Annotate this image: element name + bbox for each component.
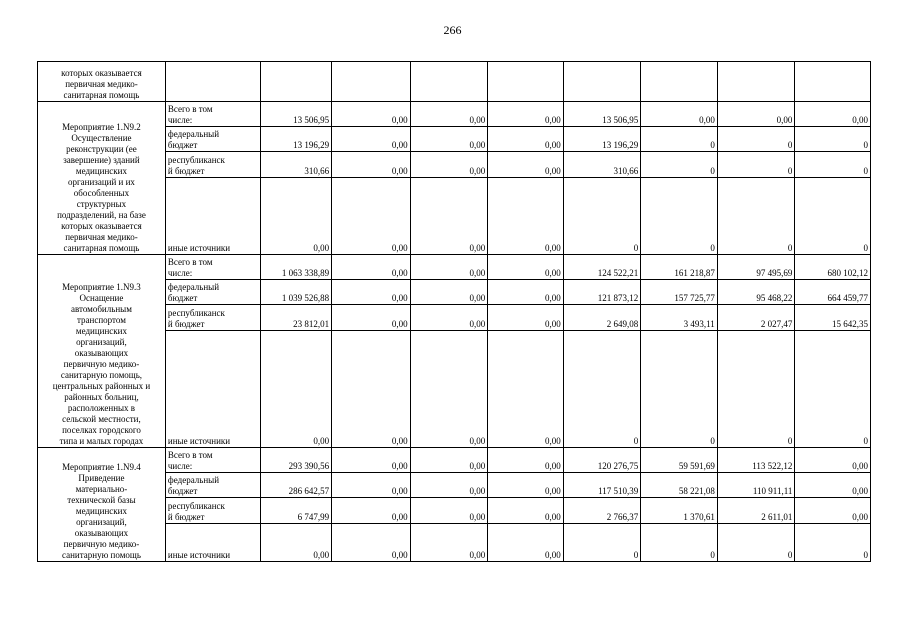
amount-cell: 0,00 — [332, 305, 411, 331]
amount-cell: 0,00 — [488, 127, 564, 152]
amount-cell: 0,00 — [410, 102, 488, 127]
measure-name-line: организаций, — [76, 337, 127, 347]
amount-cell: 0,00 — [332, 498, 411, 524]
measure-name-line: оказывающих — [74, 348, 129, 358]
amount-cell: 97 495,69 — [717, 255, 795, 280]
amount-cell: 0,00 — [795, 498, 871, 524]
funding-source-line: бюджет — [167, 140, 198, 150]
measure-name-line: санитарную помощь, — [60, 370, 143, 380]
measure-name-line: медицинских — [75, 506, 127, 516]
amount-cell: 0 — [717, 127, 795, 152]
amount-cell: 161 218,87 — [641, 255, 718, 280]
funding-source-line: республиканск — [167, 155, 225, 165]
funding-source-line: иные источники — [167, 243, 231, 253]
amount-cell: 0,00 — [795, 102, 871, 127]
measure-name-cell — [38, 62, 166, 102]
amount-cell: 0,00 — [410, 524, 488, 562]
funding-source-line: й бюджет — [167, 512, 205, 522]
amount-cell: 3 493,11 — [641, 305, 718, 331]
measure-name-line: медицинских — [75, 326, 127, 336]
amount-cell: 0,00 — [488, 280, 564, 305]
amount-cell: 95 468,22 — [717, 280, 795, 305]
funding-source-cell — [165, 152, 260, 178]
measure-name-cell — [38, 102, 166, 255]
amount-cell: 0,00 — [410, 498, 488, 524]
amount-cell: 0,00 — [410, 280, 488, 305]
amount-cell: 0,00 — [488, 178, 564, 255]
measure-name-line: обособленных — [73, 188, 130, 198]
funding-source-cell — [165, 62, 260, 102]
measure-name-line: которых оказывается — [61, 68, 142, 78]
amount-cell: 121 873,12 — [563, 280, 641, 305]
amount-cell: 0,00 — [410, 448, 488, 473]
measure-name-line: автомобильным — [70, 304, 132, 314]
funding-source-line: бюджет — [167, 293, 198, 303]
amount-cell: 0,00 — [332, 102, 411, 127]
funding-source-line: иные источники — [167, 550, 231, 560]
table-row — [38, 448, 871, 473]
amount-cell: 0,00 — [410, 473, 488, 498]
amount-cell: 0,00 — [260, 178, 332, 255]
table-row — [38, 255, 871, 280]
amount-cell: 0 — [717, 178, 795, 255]
amount-cell: 0,00 — [332, 255, 411, 280]
amount-cell: 0,00 — [488, 331, 564, 448]
amount-cell: 664 459,77 — [795, 280, 871, 305]
amount-cell: 1 063 338,89 — [260, 255, 332, 280]
amount-cell: 13 506,95 — [563, 102, 641, 127]
amount-cell: 0,00 — [717, 102, 795, 127]
amount-cell — [795, 62, 871, 102]
amount-cell: 0,00 — [410, 305, 488, 331]
amount-cell: 0,00 — [488, 305, 564, 331]
amount-cell: 0 — [795, 524, 871, 562]
amount-cell: 15 642,35 — [795, 305, 871, 331]
measure-name-line: санитарная помощь — [63, 243, 140, 253]
funding-source-cell — [165, 448, 260, 473]
amount-cell: 0,00 — [795, 448, 871, 473]
funding-source-line: республиканск — [167, 308, 225, 318]
measure-name-line: медицинских — [75, 166, 127, 176]
funding-source-line: Всего в том — [167, 104, 213, 114]
funding-source-cell — [165, 524, 260, 562]
funding-source-line: числе: — [167, 461, 193, 471]
measure-name-line: которых оказывается — [61, 221, 142, 231]
amount-cell: 0,00 — [795, 473, 871, 498]
amount-cell: 13 196,29 — [563, 127, 641, 152]
measure-name-line: сельской местности, — [62, 414, 141, 424]
measure-name-line: организаций и их — [67, 177, 135, 187]
amount-cell: 0 — [641, 178, 718, 255]
amount-cell — [332, 62, 411, 102]
amount-cell: 293 390,56 — [260, 448, 332, 473]
amount-cell: 0 — [641, 127, 718, 152]
amount-cell: 0 — [795, 127, 871, 152]
measure-name-line: типа и малых городах — [59, 436, 144, 446]
amount-cell: 0,00 — [332, 280, 411, 305]
amount-cell — [260, 62, 332, 102]
measure-name-line: организаций, — [76, 517, 127, 527]
amount-cell: 0,00 — [332, 448, 411, 473]
amount-cell: 113 522,12 — [717, 448, 795, 473]
table-row — [38, 62, 871, 102]
amount-cell: 0,00 — [488, 473, 564, 498]
amount-cell: 0 — [795, 178, 871, 255]
funding-source-line: республиканск — [167, 501, 225, 511]
measure-name-line: Мероприятие 1.N9.3 — [62, 282, 141, 292]
amount-cell: 0 — [563, 524, 641, 562]
funding-source-line: Всего в том — [167, 450, 213, 460]
amount-cell: 0 — [563, 178, 641, 255]
funding-source-cell — [165, 331, 260, 448]
amount-cell: 0,00 — [488, 448, 564, 473]
amount-cell: 0,00 — [488, 498, 564, 524]
amount-cell: 2 027,47 — [717, 305, 795, 331]
amount-cell: 117 510,39 — [563, 473, 641, 498]
measure-name-line: центральных районных и — [52, 381, 151, 391]
amount-cell: 0,00 — [488, 102, 564, 127]
amount-cell: 0 — [641, 152, 718, 178]
budget-table — [37, 61, 871, 562]
amount-cell: 0 — [563, 331, 641, 448]
amount-cell: 0 — [795, 331, 871, 448]
amount-cell: 0,00 — [332, 524, 411, 562]
amount-cell: 1 039 526,88 — [260, 280, 332, 305]
measure-name-cell — [38, 255, 166, 448]
amount-cell — [563, 62, 641, 102]
amount-cell: 286 642,57 — [260, 473, 332, 498]
amount-cell: 13 196,29 — [260, 127, 332, 152]
table-body — [38, 62, 871, 562]
amount-cell: 0 — [717, 152, 795, 178]
measure-name-line: реконструкции (ее — [66, 144, 137, 154]
amount-cell: 0,00 — [641, 102, 718, 127]
page-number: 266 — [443, 23, 462, 37]
amount-cell: 0 — [641, 524, 718, 562]
measure-name-line: материально- — [75, 484, 128, 494]
amount-cell: 0,00 — [410, 178, 488, 255]
amount-cell: 157 725,77 — [641, 280, 718, 305]
measure-name-line: Приведение — [78, 473, 125, 483]
measure-name-line: Осуществление — [71, 133, 132, 143]
amount-cell: 2 649,08 — [563, 305, 641, 331]
amount-cell: 0 — [795, 152, 871, 178]
funding-source-line: й бюджет — [167, 166, 205, 176]
measure-name-line: Мероприятие 1.N9.4 — [62, 462, 141, 472]
measure-name-line: санитарная помощь — [63, 90, 140, 100]
amount-cell: 1 370,61 — [641, 498, 718, 524]
amount-cell: 0,00 — [260, 331, 332, 448]
funding-source-cell — [165, 473, 260, 498]
amount-cell: 0,00 — [332, 152, 411, 178]
funding-source-cell — [165, 178, 260, 255]
amount-cell: 124 522,21 — [563, 255, 641, 280]
amount-cell: 0,00 — [488, 524, 564, 562]
measure-name-line: поселках городского — [62, 425, 141, 435]
funding-source-cell — [165, 280, 260, 305]
funding-source-cell — [165, 498, 260, 524]
measure-name-cell — [38, 448, 166, 562]
measure-name-line: расположенных в — [67, 403, 136, 413]
amount-cell: 58 221,08 — [641, 473, 718, 498]
amount-cell: 310,66 — [260, 152, 332, 178]
amount-cell: 0,00 — [488, 152, 564, 178]
measure-name-line: завершение) зданий — [63, 155, 140, 165]
funding-source-line: федеральный — [167, 475, 220, 485]
amount-cell: 6 747,99 — [260, 498, 332, 524]
measure-name-line: структурных — [76, 199, 127, 209]
measure-name-line: первичную медико- — [63, 539, 140, 549]
amount-cell: 0,00 — [410, 255, 488, 280]
measure-name-line: Оснащение — [79, 293, 124, 303]
measure-name-line: подразделений, на базе — [57, 210, 146, 220]
measure-name-line: санитарную помощь — [61, 550, 141, 560]
measure-name-line: оказывающих — [74, 528, 129, 538]
amount-cell — [717, 62, 795, 102]
funding-source-cell — [165, 255, 260, 280]
amount-cell: 0 — [717, 331, 795, 448]
measure-name-line: первичную медико- — [63, 359, 140, 369]
funding-source-line: числе: — [167, 268, 193, 278]
amount-cell: 59 591,69 — [641, 448, 718, 473]
amount-cell: 0,00 — [260, 524, 332, 562]
funding-source-line: й бюджет — [167, 319, 205, 329]
funding-source-line: Всего в том — [167, 257, 213, 267]
amount-cell: 110 911,11 — [717, 473, 795, 498]
amount-cell: 0,00 — [410, 331, 488, 448]
amount-cell: 23 812,01 — [260, 305, 332, 331]
funding-source-line: иные источники — [167, 436, 231, 446]
funding-source-cell — [165, 127, 260, 152]
amount-cell: 310,66 — [563, 152, 641, 178]
funding-source-line: федеральный — [167, 129, 220, 139]
amount-cell — [488, 62, 564, 102]
funding-source-cell — [165, 102, 260, 127]
amount-cell: 2 611,01 — [717, 498, 795, 524]
amount-cell: 0 — [717, 524, 795, 562]
amount-cell: 0,00 — [332, 473, 411, 498]
table-row — [38, 102, 871, 127]
amount-cell: 0,00 — [332, 127, 411, 152]
measure-name-line: первичная медико- — [65, 79, 138, 89]
funding-source-line: числе: — [167, 115, 193, 125]
amount-cell — [641, 62, 718, 102]
measure-name-line: Мероприятие 1.N9.2 — [62, 122, 141, 132]
amount-cell: 0,00 — [332, 331, 411, 448]
funding-source-cell — [165, 305, 260, 331]
amount-cell: 0,00 — [332, 178, 411, 255]
measure-name-line: транспортом — [77, 315, 126, 325]
measure-name-line: первичная медико- — [65, 232, 138, 242]
amount-cell: 13 506,95 — [260, 102, 332, 127]
amount-cell: 120 276,75 — [563, 448, 641, 473]
funding-source-line: бюджет — [167, 486, 198, 496]
measure-name-line: районных больниц, — [64, 392, 139, 402]
amount-cell: 680 102,12 — [795, 255, 871, 280]
amount-cell: 0 — [641, 331, 718, 448]
amount-cell: 2 766,37 — [563, 498, 641, 524]
amount-cell: 0,00 — [488, 255, 564, 280]
funding-source-line: федеральный — [167, 282, 220, 292]
amount-cell: 0,00 — [410, 127, 488, 152]
amount-cell — [410, 62, 488, 102]
amount-cell: 0,00 — [410, 152, 488, 178]
measure-name-line: технической базы — [67, 495, 136, 505]
